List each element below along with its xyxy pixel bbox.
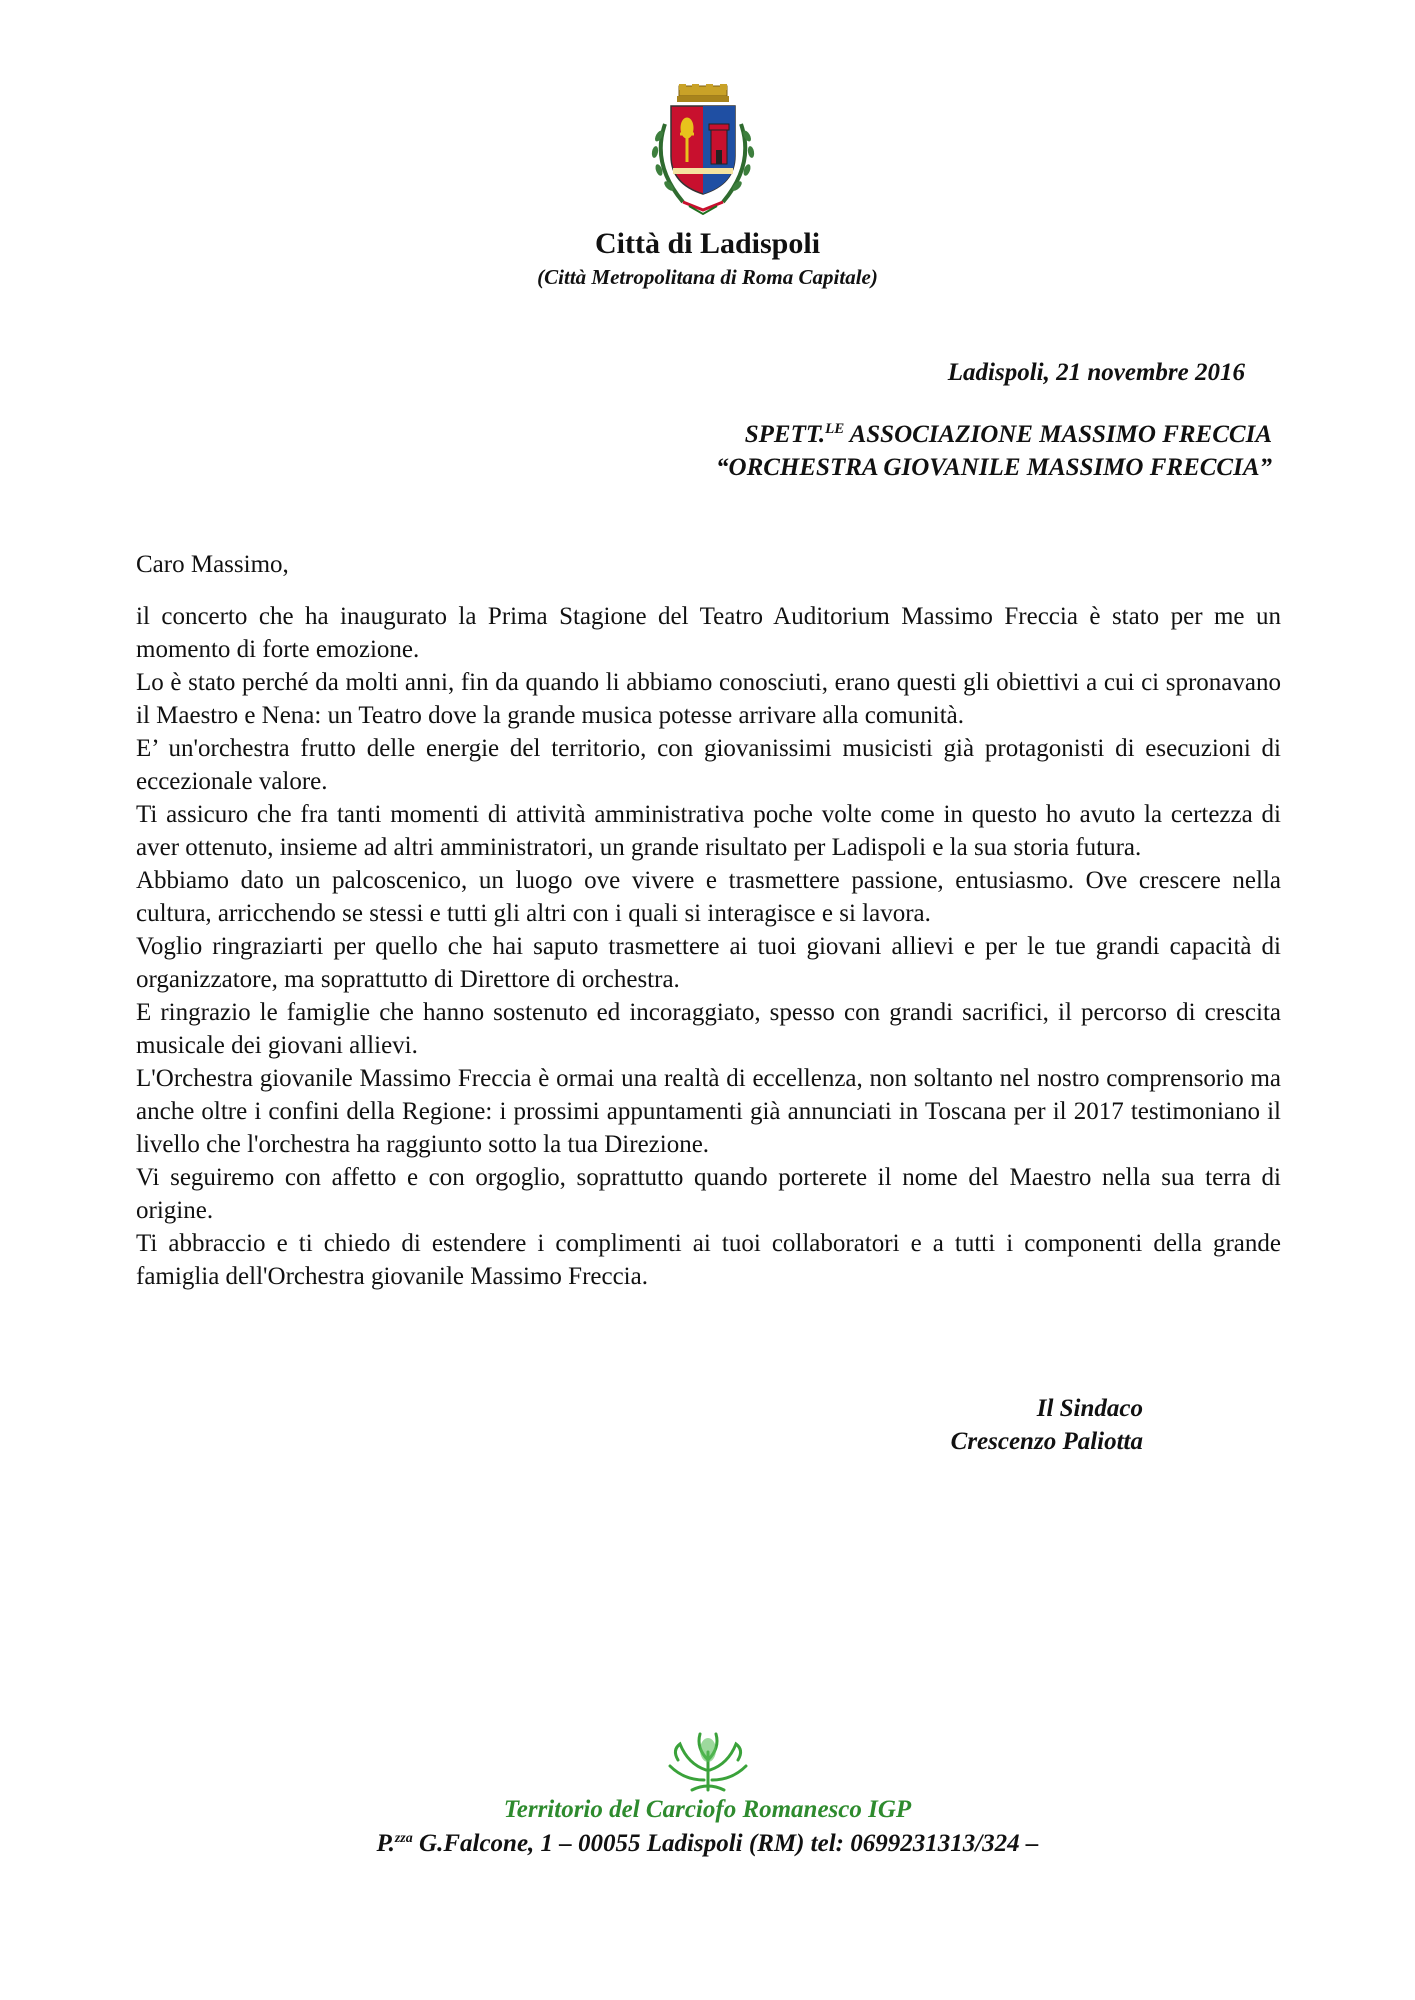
recipient-name: ASSOCIAZIONE MASSIMO FRECCIA: [844, 421, 1272, 448]
address-prefix-sup: zza: [394, 1831, 413, 1846]
salutation: Caro Massimo,: [136, 551, 289, 578]
address-prefix: P.: [376, 1830, 395, 1857]
municipal-coat-of-arms-icon: [643, 84, 763, 219]
signature-name: Crescenzo Paliotta: [950, 1428, 1143, 1455]
recipient-prefix: SPETT.: [744, 421, 826, 448]
letter-date: Ladispoli, 21 novembre 2016: [947, 359, 1245, 386]
body-paragraph: Lo è stato perché da molti anni, fin da quando li abbiamo conosciuti, erano questi gli obiettivi a cui ci spronavano il Maestro e Nena: un Teatro dove la grande musica potesse arrivare alla comunità.: [136, 669, 1281, 729]
body-paragraph: Ti assicuro che fra tanti momenti di attività amministrativa poche volte come in questo ho avuto la certezza di aver ottenuto, insieme ad altri amministratori, un grande risultato per Ladispoli e la sua storia futura.: [136, 801, 1281, 861]
body-paragraph: il concerto che ha inaugurato la Prima Stagione del Teatro Auditorium Massimo Freccia è stato per me un momento di forte emozione.: [136, 603, 1281, 663]
body-paragraph: Vi seguiremo con affetto e con orgoglio, soprattutto quando porterete il nome del Maestro nella sua terra di origine.: [136, 1164, 1281, 1224]
recipient-prefix-sup: LE: [825, 421, 845, 437]
recipient-block: [716, 418, 1272, 484]
recipient-line-1: [716, 418, 1272, 451]
body-paragraph: L'Orchestra giovanile Massimo Freccia è ormai una realtà di eccellenza, non soltanto nel nostro comprensorio ma anche oltre i confini della Regione: i prossimi appuntamenti già annunciati in Toscana per il 2017 testimoniano il livello che l'orchestra ha raggiunto sotto la tua Direzione.: [136, 1065, 1281, 1158]
letter-body: [136, 600, 1281, 1293]
signature-block: [951, 1392, 1143, 1458]
body-paragraph: E’ un'orchestra frutto delle energie del territorio, con giovanissimi musicisti già protagonisti di esecuzioni di eccezionale valore.: [136, 735, 1281, 795]
artichoke-logo-icon: [662, 1730, 754, 1794]
footer-address: [0, 1829, 1415, 1859]
footer-tagline: Territorio del Carciofo Romanesco IGP: [503, 1796, 912, 1823]
signature-title: Il Sindaco: [1036, 1395, 1143, 1422]
city-subtitle: (Città Metropolitana di Roma Capitale): [537, 265, 878, 289]
recipient-line-2: “ORCHESTRA GIOVANILE MASSIMO FRECCIA”: [716, 454, 1272, 481]
body-paragraph: Voglio ringraziarti per quello che hai saputo trasmettere ai tuoi giovani allievi e per le tue grandi capacità di organizzatore, ma soprattutto di Direttore di orchestra.: [136, 933, 1281, 993]
body-paragraph: Ti abbraccio e ti chiedo di estendere i complimenti ai tuoi collaboratori e a tutti i componenti della grande famiglia dell'Orchestra giovanile Massimo Freccia.: [136, 1230, 1281, 1290]
body-paragraph: Abbiamo dato un palcoscenico, un luogo ove vivere e trasmettere passione, entusiasmo. Ove crescere nella cultura, arricchendo se stessi e tutti gli altri con i quali si interagisce e si lavora.: [136, 867, 1281, 927]
body-paragraph: E ringrazio le famiglie che hanno sostenuto ed incoraggiato, spesso con grandi sacrifici, il percorso di crescita musicale dei giovani allievi.: [136, 999, 1281, 1059]
city-name: Città di Ladispoli: [594, 227, 821, 260]
address-rest: G.Falcone, 1 – 00055 Ladispoli (RM) tel: 0699231313/324 –: [412, 1830, 1039, 1857]
